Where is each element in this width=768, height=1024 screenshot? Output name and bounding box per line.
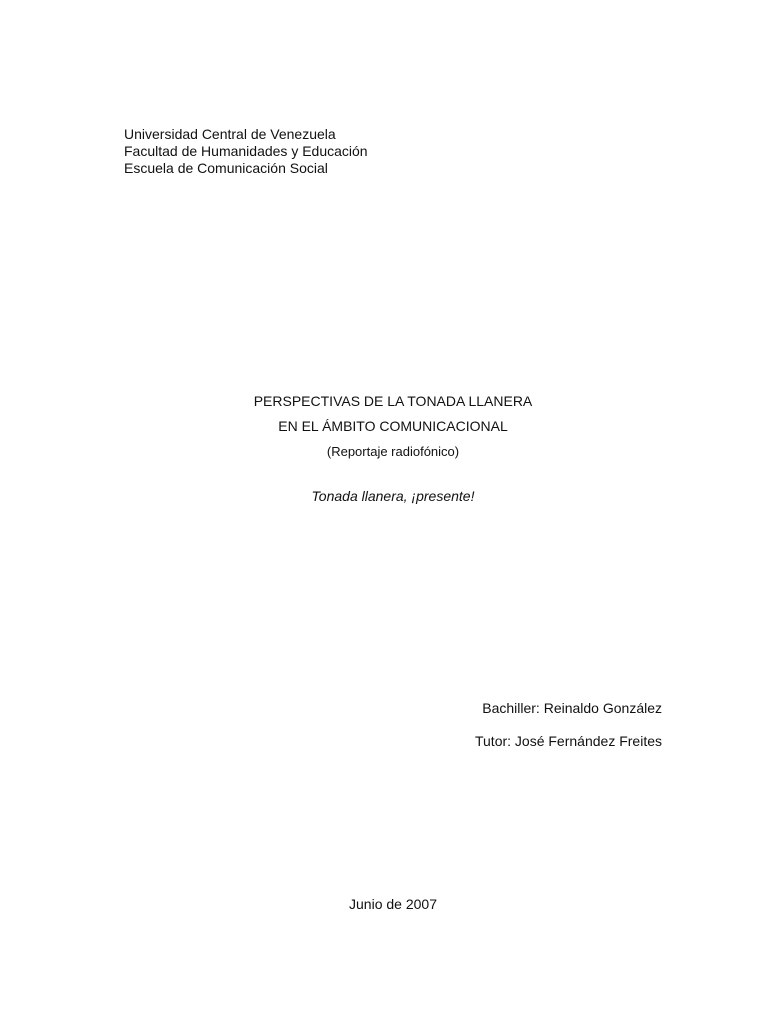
university-name: Universidad Central de Venezuela — [124, 126, 336, 142]
title-block — [0, 389, 768, 464]
school-name: Escuela de Comunicación Social — [124, 160, 328, 176]
slogan: Tonada llanera, ¡presente! — [311, 488, 475, 504]
institution-header — [124, 126, 368, 177]
faculty-name: Facultad de Humanidades y Educación — [124, 143, 368, 159]
subtitle: (Reportaje radiofónico) — [326, 444, 460, 459]
bachiller-credit: Bachiller: Reinaldo González — [482, 700, 662, 716]
credits-block — [475, 700, 662, 750]
title-line-1: PERSPECTIVAS DE LA TONADA LLANERA — [253, 393, 533, 409]
tutor-credit: Tutor: José Fernández Freites — [474, 733, 662, 749]
date: Junio de 2007 — [349, 896, 437, 912]
title-line-2: EN EL ÁMBITO COMUNICACIONAL — [278, 418, 508, 434]
